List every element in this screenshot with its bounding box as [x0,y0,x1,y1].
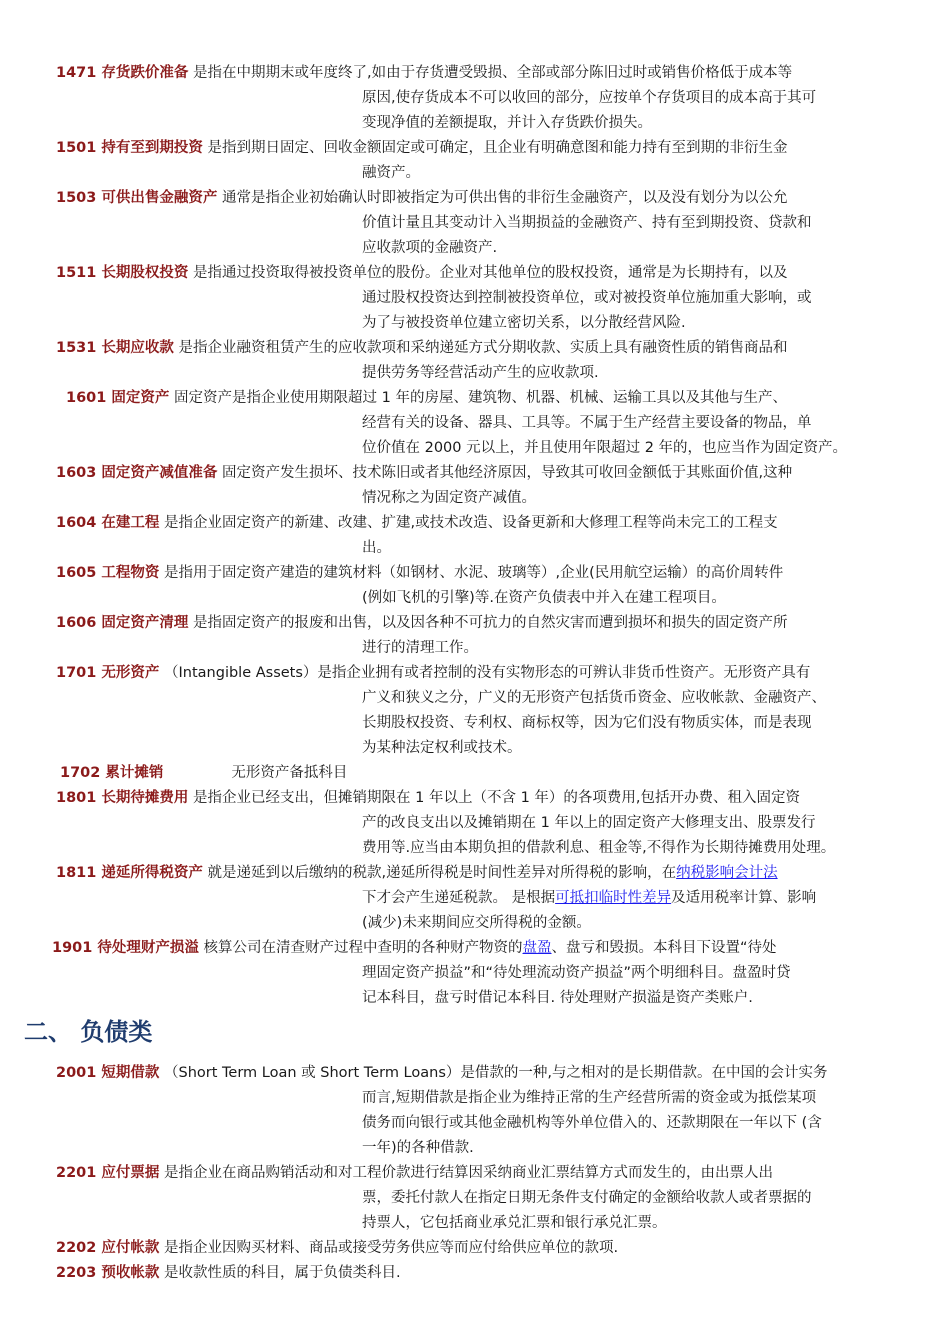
entry-first-line [52,936,777,961]
entry-continuation-line: 提供劳务等经营活动产生的应收款项. [362,365,599,381]
entry-text: 及适用税率计算、影响 [671,890,817,906]
entry-description: 就是递延到以后缴纳的税款,递延所得税是时间性差异对所得税的影响，在 [207,865,677,881]
entry-description: 是收款性质的科目，属于负债类科目. [164,1265,401,1281]
entry-continuation-line: 费用等.应当由本期负担的借款利息、租金等,不得作为长期待摊费用处理。 [362,840,836,856]
entry-first-line [56,1161,773,1186]
entry-continuation-line: 理固定资产损益”和“待处理流动资产损益”两个明细科目。盘盈时贷 [362,965,791,981]
entry-text: 下才会产生递延税款。 是根据 [362,890,556,906]
entry-continuation-line: 产的改良支出以及摊销期在 1 年以上的固定资产大修理支出、股票发行 [362,815,816,831]
entry-first-line [56,1261,401,1286]
entry-first-line [56,611,788,636]
entry-continuation-line: 票，委托付款人在指定日期无条件支付确定的金额给收款人或者票据的 [362,1190,812,1206]
entry-description: （Short Term Loan 或 Short Term Loans）是借款的一种,与之相对的是长期借款。在中国的会计实务 [164,1065,828,1081]
entry-continuation-line: 广义和狭义之分，广义的无形资产包括货币资金、应收帐款、金融资产、 [362,690,826,706]
entry-continuation-line: 融资产。 [362,165,420,181]
entry-continuation-line: 持票人，它包括商业承兑汇票和银行承兑汇票。 [362,1215,667,1231]
entry-continuation-line: 情况称之为固定资产减值。 [362,490,536,506]
entry-description: 通常是指企业初始确认时即被指定为可供出售的非衍生金融资产，以及没有划分为以公允 [222,190,788,206]
entry-description: 是指企业因购买材料、商品或接受劳务供应等而应付给供应单位的款项. [164,1240,619,1256]
entry-continuation-line: 记本科目，盘亏时借记本科目. 待处理财产损溢是资产类账户. [362,990,753,1006]
entry-first-line [56,1236,618,1261]
entry-continuation-line: 一年)的各种借款. [362,1140,474,1156]
entry-description: 核算公司在清查财产过程中查明的各种财产物资的 [203,940,523,956]
entry-first-line [56,461,792,486]
link-pan-ying[interactable]: 盘盈 [522,940,552,956]
account-term: 1511 长期股权投资 [56,265,189,281]
entry-description: 是指企业在商品购销活动和对工程价款进行结算因采纳商业汇票结算方式而发生的，由出票人出 [164,1165,774,1181]
entry-first-line [56,261,788,286]
account-term: 1811 递延所得税资产 [56,865,203,881]
entry-description: 是指固定资产的报废和出售，以及因各种不可抗力的自然灾害而遭到损坏和损失的固定资产所 [193,615,788,631]
entry-description: 是指企业固定资产的新建、改建、扩建,或技术改造、设备更新和大修理工程等尚未完工的工程支 [164,515,778,531]
account-term: 2201 应付票据 [56,1165,160,1181]
entry-description: 是指通过投资取得被投资单位的股份。企业对其他单位的股权投资，通常是为长期持有，以及 [193,265,788,281]
entry-continuation-line: 进行的清理工作。 [362,640,478,656]
entry-first-line [56,561,783,586]
entry-continuation-line: 通过股权投资达到控制被投资单位，或对被投资单位施加重大影响，或 [362,290,812,306]
account-term: 1701 无形资产 [56,665,160,681]
entry-continuation-line: 原因,使存货成本不可以收回的部分，应按单个存货项目的成本高于其可 [362,90,817,106]
account-term: 1601 固定资产 [66,390,170,406]
entry-description: 是指企业已经支出，但摊销期限在 1 年以上（不含 1 年）的各项费用,包括开办费、租入固定资 [193,790,801,806]
account-term: 2001 短期借款 [56,1065,160,1081]
entry-continuation-line: 位价值在 2000 元以上，并且使用年限超过 2 年的，也应当作为固定资产。 [362,440,848,456]
account-term: 1471 存货跌价准备 [56,65,189,81]
entry-first-line [56,186,788,211]
link-tax-effect-method[interactable]: 纳税影响会计法 [676,865,778,881]
account-term: 1901 待处理财产损溢 [52,940,199,956]
entry-continuation-line: 长期股权投资、专利权、商标权等，因为它们没有物质实体，而是表现 [362,715,812,731]
entry-first-line [66,386,787,411]
account-term: 1606 固定资产清理 [56,615,189,631]
entry-continuation-line: 变现净值的差额提取，并计入存货跌价损失。 [362,115,652,131]
account-term: 2203 预收帐款 [56,1265,160,1281]
entry-first-line [56,661,810,686]
entry-description: 是指企业融资租赁产生的应收款项和采纳递延方式分期收款、实质上具有融资性质的销售商品和 [178,340,788,356]
entry-first-line [56,336,788,361]
entry-first-line [60,761,347,786]
account-term: 1603 固定资产减值准备 [56,465,218,481]
entry-description: 无形资产备抵科目 [231,765,348,781]
entry-continuation-line: 经营有关的设备、器具、工具等。不属于生产经营主要设备的物品，单 [362,415,812,431]
entry-first-line [56,786,800,811]
account-term: 1501 持有至到期投资 [56,140,203,156]
entry-description: 是指在中期期末或年度终了,如由于存货遭受毁损、全部或部分陈旧过时或销售价格低于成本等 [193,65,793,81]
entry-first-line [56,511,778,536]
entry-continuation-line: 债务而向银行或其他金融机构等外单位借入的、还款期限在一年以下 (含 [362,1115,822,1131]
entry-description: 是指到期日固定、回收金额固定或可确定，且企业有明确意图和能力持有至到期的非衍生金 [207,140,788,156]
entry-continuation-line: 应收款项的金融资产. [362,240,498,256]
entry-continuation-line: (例如飞机的引擎)等.在资产负债表中并入在建工程项目。 [362,590,726,606]
entry-description-cont: 、盘亏和毁损。本科目下设置“待处 [551,940,777,956]
entry-first-line [56,1061,828,1086]
entry-continuation-line: 出。 [362,540,391,556]
account-term: 1702 累计摊销 [60,765,164,781]
entry-description: 固定资产是指企业使用期限超过 1 年的房屋、建筑物、机器、机械、运输工具以及其他与生产、 [174,390,787,406]
entry-continuation-line [362,886,902,911]
entry-description: 是指用于固定资产建造的建筑材料（如钢材、水泥、玻璃等）,企业(民用航空运输）的高价周转件 [164,565,784,581]
entry-first-line [56,136,788,161]
account-term: 1531 长期应收款 [56,340,174,356]
account-term: 1605 工程物资 [56,565,160,581]
account-term: 1801 长期待摊费用 [56,790,189,806]
entry-first-line [56,61,792,86]
entry-description: 固定资产发生损坏、技术陈旧或者其他经济原因，导致其可收回金额低于其账面价值,这种 [222,465,793,481]
entry-continuation-line: 为某种法定权利或技术。 [362,740,522,756]
entry-continuation-line: 为了与被投资单位建立密切关系，以分散经营风险. [362,315,686,331]
account-term: 1503 可供出售金融资产 [56,190,218,206]
entry-description: （Intangible Assets）是指企业拥有或者控制的没有实物形态的可辨认非货币性资产。无形资产具有 [164,665,811,681]
account-term: 2202 应付帐款 [56,1240,160,1256]
entry-continuation-line: (减少)未来期间应交所得税的金额。 [362,915,591,931]
entry-first-line [56,861,778,886]
entry-continuation-line: 价值计量且其变动计入当期损益的金融资产、持有至到期投资、贷款和 [362,215,812,231]
account-term: 1604 在建工程 [56,515,160,531]
section-heading-liabilities: 二、 负债类 [24,1018,153,1046]
entry-continuation-line: 而言,短期借款是指企业为维持正常的生产经营所需的资金或为抵偿某项 [362,1090,817,1106]
link-deductible-difference[interactable]: 可抵扣临时性差异 [555,890,672,906]
